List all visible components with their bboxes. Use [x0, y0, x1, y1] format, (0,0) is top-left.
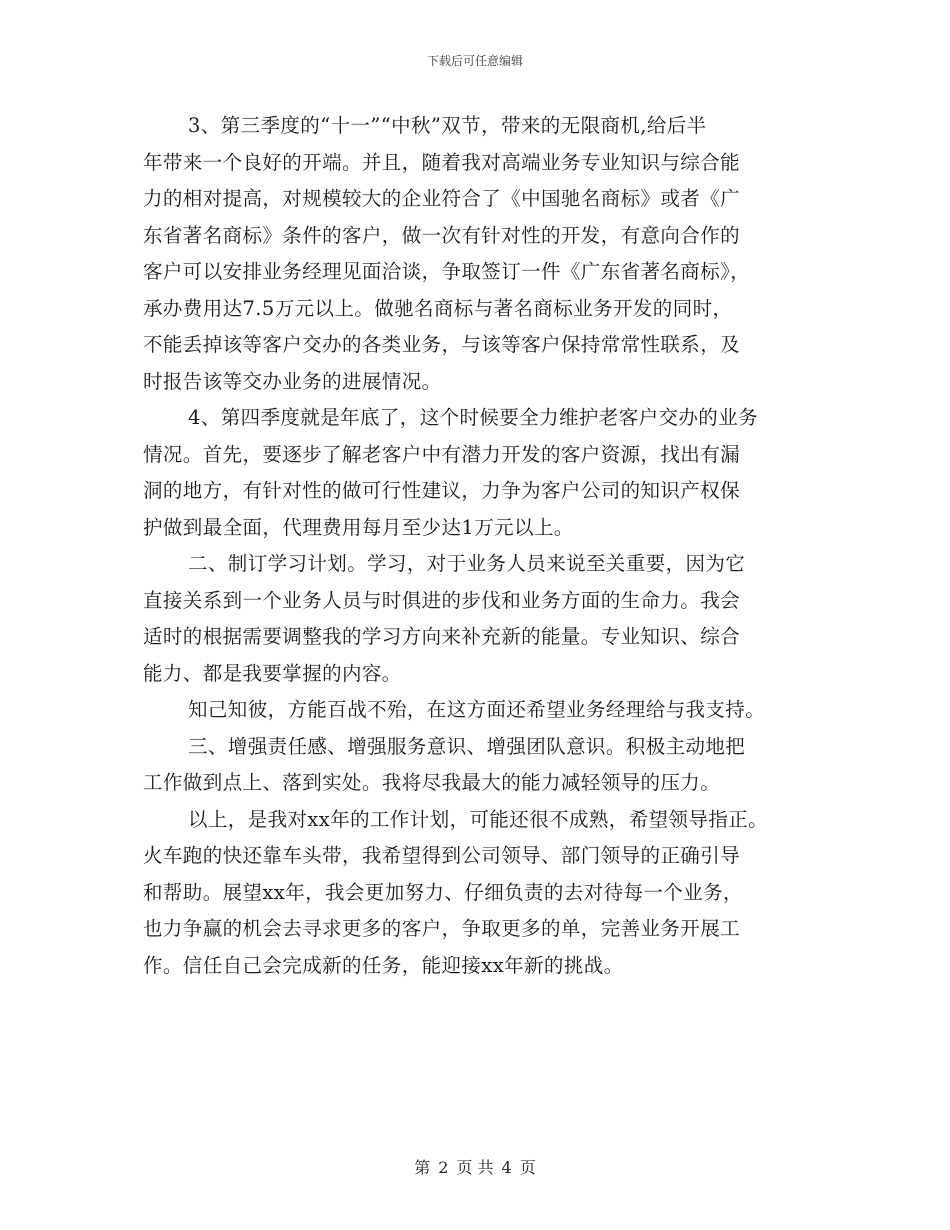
text-line: 年带来一个良好的开端。并且，随着我对高端业务专业知识与综合能 — [143, 150, 741, 174]
text-line: 4、第四季度就是年底了，这个时候要全力维护老客户交办的业务 — [188, 406, 759, 429]
text-line: 工作做到点上、落到实处。我将尽我最大的能力减轻领导的压力。 — [143, 771, 721, 794]
text-line: 火车跑的快还靠车头带，我希望得到公司领导、部门领导的正确引导 — [143, 844, 741, 867]
text-line: 情况。首先，要逐步了解老客户中有潜力开发的客户资源，找出有漏 — [143, 442, 741, 466]
header-note: 下载后可任意编辑 — [426, 54, 523, 68]
text-line: 三、增强责任感、增强服务意识、增强团队意识。积极主动地把 — [188, 734, 746, 758]
current-page-number: 2 — [438, 1158, 449, 1177]
total-pages-number: 4 — [501, 1158, 512, 1177]
text-line: 客户可以安排业务经理见面洽谈，争取签订一件《广东省著名商标》， — [143, 260, 751, 283]
text-line: 以上，是我对xx年的工作计划，可能还很不成熟，希望领导指正。 — [188, 807, 768, 831]
footer-middle: 页 共 — [456, 1158, 494, 1177]
page-header — [0, 52, 950, 69]
text-line: 能力、都是我要掌握的内容。 — [143, 661, 402, 685]
text-line: 护做到最全面，代理费用每月至少达1万元以上。 — [143, 515, 574, 539]
text-line: 时报告该等交办业务的进展情况。 — [143, 369, 442, 393]
paragraph-conclusion — [143, 802, 823, 985]
text-line: 洞的地方，有针对性的做可行性建议，力争为客户公司的知识产权保 — [143, 479, 741, 502]
text-line: 3、第三季度的“十一”“中秋”双节，带来的无限商机,给后半 — [188, 114, 707, 137]
page-footer — [0, 1155, 950, 1178]
footer-prefix: 第 — [414, 1158, 431, 1177]
paragraph-q3-plan — [143, 108, 823, 400]
paragraph-know-yourself — [143, 692, 823, 729]
text-line: 二、制订学习计划。学习，对于业务人员来说至关重要，因为它 — [188, 552, 746, 575]
text-line: 不能丢掉该等客户交办的各类业务，与该等客户保持常常性联系，及 — [143, 333, 741, 356]
text-line: 直接关系到一个业务人员与时俱进的步伐和业务方面的生命力。我会 — [143, 588, 741, 612]
text-line: 也力争赢的机会去寻求更多的客户，争取更多的单，完善业务开展工 — [143, 917, 741, 940]
footer-suffix: 页 — [519, 1158, 536, 1177]
text-line: 承办费用达7.5万元以上。做驰名商标与著名商标业务开发的同时， — [143, 296, 733, 320]
text-line: 力的相对提高，对规模较大的企业符合了《中国驰名商标》或者《广 — [143, 187, 741, 210]
paragraph-responsibility — [143, 729, 823, 802]
text-line: 作。信任自己会完成新的任务，能迎接xx年新的挑战。 — [143, 953, 624, 977]
document-body — [143, 108, 823, 984]
paragraph-q4-plan — [143, 400, 823, 546]
text-line: 适时的根据需要调整我的学习方向来补充新的能量。专业知识、综合 — [143, 625, 741, 648]
text-line: 东省著名商标》条件的客户，做一次有针对性的开发，有意向合作的 — [143, 223, 741, 247]
paragraph-study-plan — [143, 546, 823, 692]
text-line: 和帮助。展望xx年，我会更加努力、仔细负责的去对待每一个业务， — [143, 880, 743, 904]
text-line: 知己知彼，方能百战不殆，在这方面还希望业务经理给与我支持。 — [188, 698, 766, 721]
